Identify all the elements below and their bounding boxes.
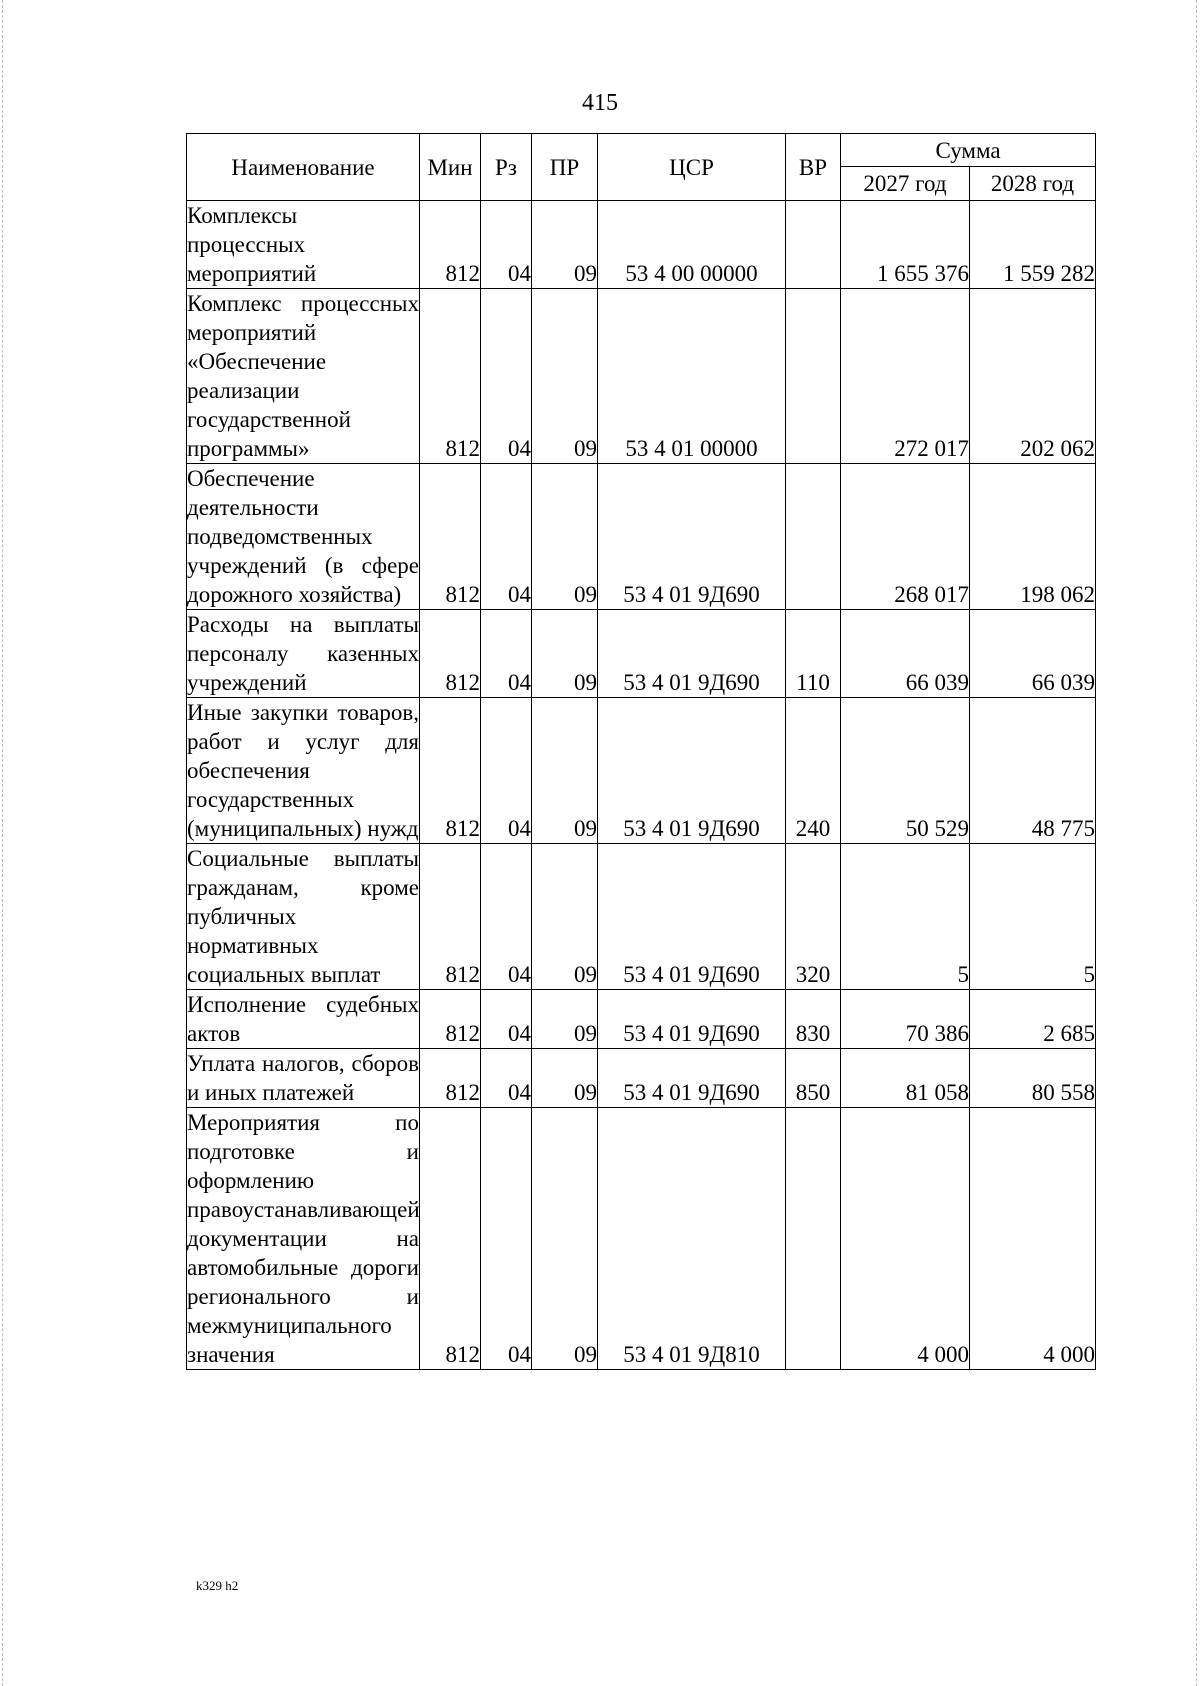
row-amount-2027: 1 655 376 bbox=[841, 201, 970, 289]
table-header bbox=[187, 134, 1096, 201]
row-amount-2027: 5 bbox=[841, 844, 970, 990]
row-min: 812 bbox=[420, 464, 481, 610]
row-min: 812 bbox=[420, 844, 481, 990]
header-vr: ВР bbox=[786, 134, 841, 201]
table-row bbox=[187, 289, 1096, 464]
row-pr: 09 bbox=[532, 610, 598, 698]
table-row bbox=[187, 844, 1096, 990]
row-name: Уплата налогов, сборов и иных платежей bbox=[187, 1049, 420, 1108]
row-rz: 04 bbox=[481, 990, 532, 1049]
row-amount-2028: 66 039 bbox=[970, 610, 1096, 698]
row-name: Комплексы процессных мероприятий bbox=[187, 201, 420, 289]
row-vr bbox=[786, 289, 841, 464]
row-rz: 04 bbox=[481, 698, 532, 844]
row-pr: 09 bbox=[532, 464, 598, 610]
row-min: 812 bbox=[420, 201, 481, 289]
row-csr: 53 4 01 9Д810 bbox=[598, 1108, 786, 1370]
row-vr: 850 bbox=[786, 1049, 841, 1108]
row-amount-2028: 5 bbox=[970, 844, 1096, 990]
row-csr: 53 4 01 00000 bbox=[598, 289, 786, 464]
table-row bbox=[187, 1049, 1096, 1108]
row-name: Комплекс процессных мероприятий «Обеспечение реализации государственной программы» bbox=[187, 289, 420, 464]
row-amount-2028: 198 062 bbox=[970, 464, 1096, 610]
row-pr: 09 bbox=[532, 201, 598, 289]
row-rz: 04 bbox=[481, 289, 532, 464]
row-amount-2027: 268 017 bbox=[841, 464, 970, 610]
row-min: 812 bbox=[420, 990, 481, 1049]
row-vr: 110 bbox=[786, 610, 841, 698]
row-csr: 53 4 01 9Д690 bbox=[598, 1049, 786, 1108]
row-vr bbox=[786, 1108, 841, 1370]
row-min: 812 bbox=[420, 610, 481, 698]
budget-table bbox=[186, 133, 1096, 1370]
row-vr: 830 bbox=[786, 990, 841, 1049]
header-sum: Сумма bbox=[841, 134, 1096, 167]
table-row bbox=[187, 610, 1096, 698]
row-vr bbox=[786, 464, 841, 610]
table-row bbox=[187, 201, 1096, 289]
row-amount-2027: 70 386 bbox=[841, 990, 970, 1049]
row-rz: 04 bbox=[481, 201, 532, 289]
row-rz: 04 bbox=[481, 1049, 532, 1108]
row-name: Социальные выплаты гражданам, кроме публичных нормативных социальных выплат bbox=[187, 844, 420, 990]
row-rz: 04 bbox=[481, 610, 532, 698]
row-amount-2027: 66 039 bbox=[841, 610, 970, 698]
row-name: Исполнение судебных актов bbox=[187, 990, 420, 1049]
row-name: Обеспечение деятельности подведомственных учреждений (в сфере дорожного хозяйства) bbox=[187, 464, 420, 610]
row-amount-2028: 4 000 bbox=[970, 1108, 1096, 1370]
row-amount-2028: 80 558 bbox=[970, 1049, 1096, 1108]
header-csr: ЦСР bbox=[598, 134, 786, 201]
row-vr bbox=[786, 201, 841, 289]
row-name: Мероприятия по подготовке и оформлению правоустанавливающей документации на автомобильные дороги регионального и межмуниципального значения bbox=[187, 1108, 420, 1370]
table-row bbox=[187, 990, 1096, 1049]
row-name: Иные закупки товаров, работ и услуг для обеспечения государственных (муниципальных) нужд bbox=[187, 698, 420, 844]
row-rz: 04 bbox=[481, 464, 532, 610]
row-pr: 09 bbox=[532, 1108, 598, 1370]
row-amount-2028: 2 685 bbox=[970, 990, 1096, 1049]
row-rz: 04 bbox=[481, 844, 532, 990]
footer-code: k329 h2 bbox=[196, 1578, 239, 1593]
row-amount-2027: 50 529 bbox=[841, 698, 970, 844]
header-year-2027: 2027 год bbox=[841, 167, 970, 201]
header-year-2028: 2028 год bbox=[970, 167, 1096, 201]
header-min: Мин bbox=[420, 134, 481, 201]
table-row bbox=[187, 698, 1096, 844]
row-min: 812 bbox=[420, 1108, 481, 1370]
row-vr: 320 bbox=[786, 844, 841, 990]
row-name: Расходы на выплаты персоналу казенных учреждений bbox=[187, 610, 420, 698]
row-vr: 240 bbox=[786, 698, 841, 844]
table-body bbox=[187, 201, 1096, 1370]
row-csr: 53 4 01 9Д690 bbox=[598, 464, 786, 610]
row-pr: 09 bbox=[532, 1049, 598, 1108]
header-rz: Рз bbox=[481, 134, 532, 201]
row-min: 812 bbox=[420, 698, 481, 844]
row-pr: 09 bbox=[532, 289, 598, 464]
row-amount-2028: 48 775 bbox=[970, 698, 1096, 844]
page-edge-left bbox=[2, 0, 3, 1686]
row-amount-2027: 272 017 bbox=[841, 289, 970, 464]
table-row bbox=[187, 464, 1096, 610]
row-amount-2027: 4 000 bbox=[841, 1108, 970, 1370]
row-amount-2028: 202 062 bbox=[970, 289, 1096, 464]
row-amount-2027: 81 058 bbox=[841, 1049, 970, 1108]
row-rz: 04 bbox=[481, 1108, 532, 1370]
row-csr: 53 4 01 9Д690 bbox=[598, 844, 786, 990]
table-row bbox=[187, 1108, 1096, 1370]
row-csr: 53 4 01 9Д690 bbox=[598, 610, 786, 698]
row-amount-2028: 1 559 282 bbox=[970, 201, 1096, 289]
row-pr: 09 bbox=[532, 990, 598, 1049]
row-csr: 53 4 01 9Д690 bbox=[598, 698, 786, 844]
page-edge-right bbox=[1196, 0, 1197, 1686]
page-number: 415 bbox=[582, 90, 618, 116]
header-pr: ПР bbox=[532, 134, 598, 201]
row-csr: 53 4 00 00000 bbox=[598, 201, 786, 289]
header-name: Наименование bbox=[187, 134, 420, 201]
row-csr: 53 4 01 9Д690 bbox=[598, 990, 786, 1049]
row-min: 812 bbox=[420, 1049, 481, 1108]
row-min: 812 bbox=[420, 289, 481, 464]
row-pr: 09 bbox=[532, 698, 598, 844]
row-pr: 09 bbox=[532, 844, 598, 990]
